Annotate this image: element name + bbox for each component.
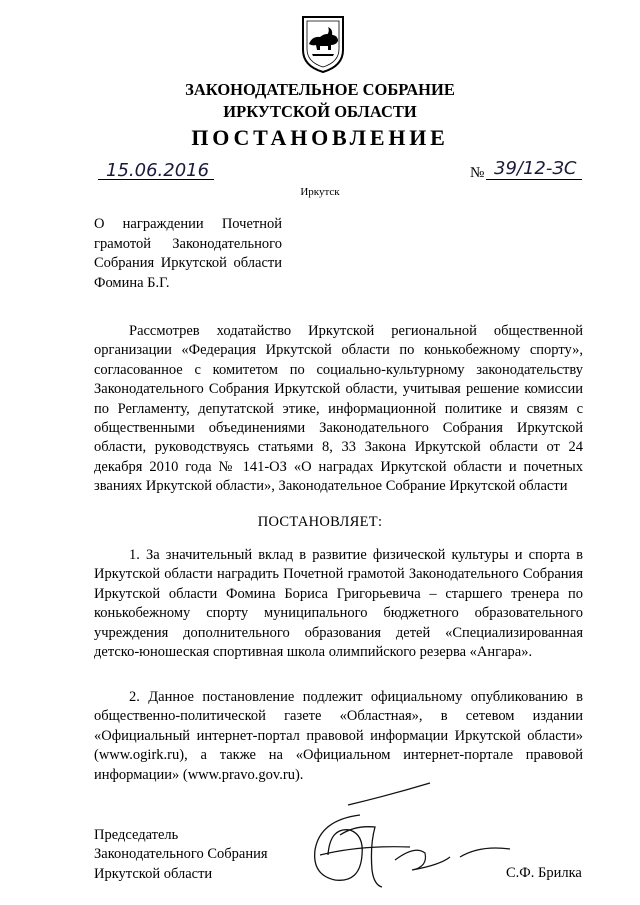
signatory-name: С.Ф. Брилка bbox=[506, 865, 582, 881]
resolves-heading: ПОСТАНОВЛЯЕТ: bbox=[257, 514, 383, 530]
signatory-position-line3: Иркутской области bbox=[94, 865, 213, 882]
resolution-item-2: 2. Данное постановление подлежит официальному опубликованию в общественно-политической газете «Областная», в сетевом издании «Официальный интернет-портал правовой информации Иркутской области» (www.ogirk.ru), а также на «Официальном интернет-портале правовой информации» (www.pravo.gov.ru). bbox=[94, 689, 583, 783]
org-name-line1: ЗАКОНОДАТЕЛЬНОЕ СОБРАНИЕ bbox=[185, 80, 455, 99]
document-number: 39/12-ЗС bbox=[494, 158, 577, 179]
resolution-item-1: 1. За значительный вклад в развитие физической культуры и спорта в Иркутской области наградить Почетной грамотой Законодательного Собрания Иркутской области Фомина Бориса Григорьевича – старшего тренера по конькобежному спорту муниципального бюджетного образовательного учреждения дополнительного образования детей «Специализированная детско-юношеская спортивная школа олимпийского резерва «Ангара». bbox=[94, 547, 583, 661]
document-type-title: ПОСТАНОВЛЕНИЕ bbox=[191, 125, 449, 150]
org-name-line2: ИРКУТСКОЙ ОБЛАСТИ bbox=[223, 102, 417, 121]
city: Иркутск bbox=[300, 186, 340, 198]
irkutsk-coat-of-arms-icon bbox=[300, 14, 346, 74]
date-underline bbox=[98, 179, 214, 180]
preamble-paragraph: Рассмотрев ходатайство Иркутской региональной общественной организации «Федерация Иркутской области по конькобежному спорту», согласованное с комитетом по социально-культурному законодательству Законодательного Собрания Иркутской области, учитывая решение комиссии по Регламенту, депутатской этике, информационной политике и связям с общественными объединениями Законодательного Собрания Иркутской области, руководствуясь статьями 8, 33 Закона Иркутской области от 24 декабря 2010 года № 141-ОЗ «О наградах Иркутской области и почетных званиях Иркутской области», Законодательное Собрание Иркутской области bbox=[94, 323, 583, 495]
signatory-position bbox=[94, 826, 268, 884]
document-date: 15.06.2016 bbox=[106, 160, 210, 181]
number-sign: № bbox=[470, 165, 485, 181]
handwritten-signature bbox=[300, 775, 540, 900]
number-underline bbox=[486, 179, 582, 180]
document-subject: О награждении Почетной грамотой Законодательного Собрания Иркутской области Фомина Б.Г. bbox=[94, 216, 282, 291]
signatory-position-line1: Председатель bbox=[94, 827, 179, 843]
signatory-position-line2: Законодательного Собрания bbox=[94, 846, 268, 863]
